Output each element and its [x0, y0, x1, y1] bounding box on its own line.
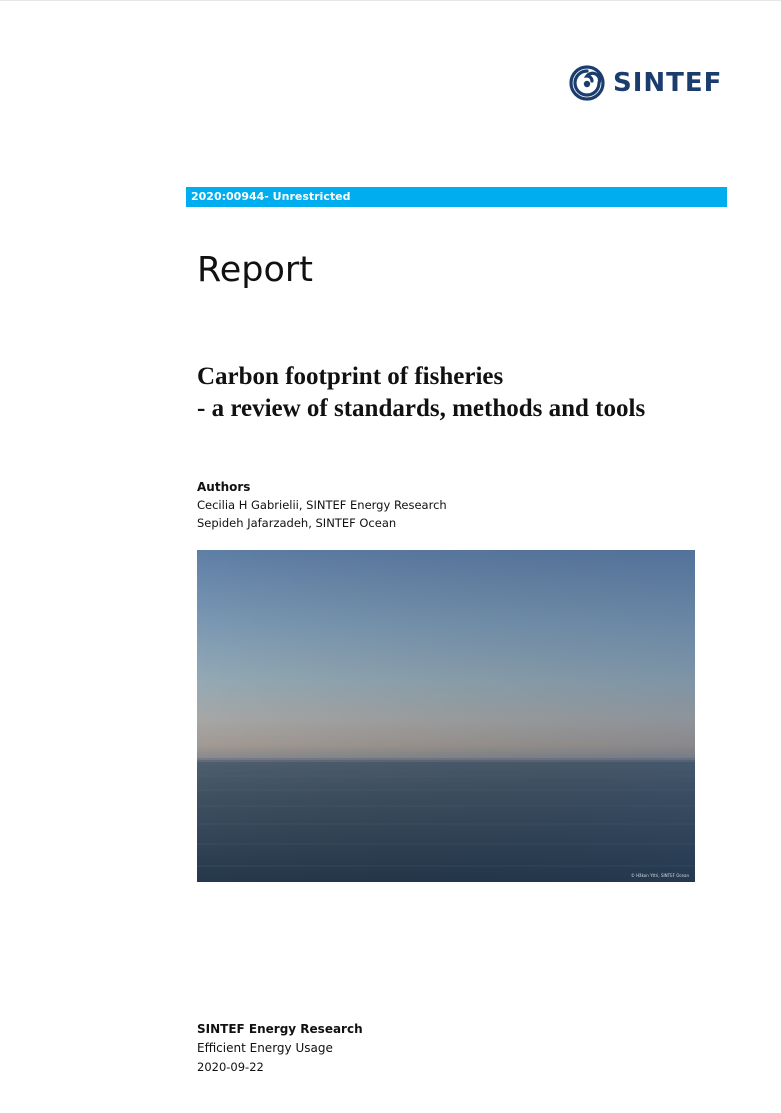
footer-department: Efficient Energy Usage [197, 1041, 333, 1055]
document-title [197, 361, 645, 425]
footer-date: 2020-09-22 [197, 1060, 264, 1074]
cover-photo [197, 550, 695, 882]
classification-bar: 2020:00944- Unrestricted [186, 187, 727, 207]
sintef-swirl-icon [569, 65, 605, 101]
sea-horizon-image [197, 550, 695, 882]
footer-organization: SINTEF Energy Research [197, 1022, 363, 1036]
title-line-2: - a review of standards, methods and tools [197, 395, 646, 422]
page-top-border [0, 0, 781, 1]
title-line-1: Carbon footprint of fisheries [197, 363, 504, 390]
logo-wordmark: SINTEF [613, 68, 723, 98]
author-item: Cecilia H Gabrielii, SINTEF Energy Research [197, 498, 447, 512]
sintef-logo [569, 64, 722, 102]
document-type-label: Report [197, 250, 314, 290]
author-item: Sepideh Jafarzadeh, SINTEF Ocean [197, 516, 397, 530]
photo-credit: © Håkon Yttri, SINTEF Ocean [630, 873, 689, 878]
authors-heading: Authors [197, 480, 251, 494]
